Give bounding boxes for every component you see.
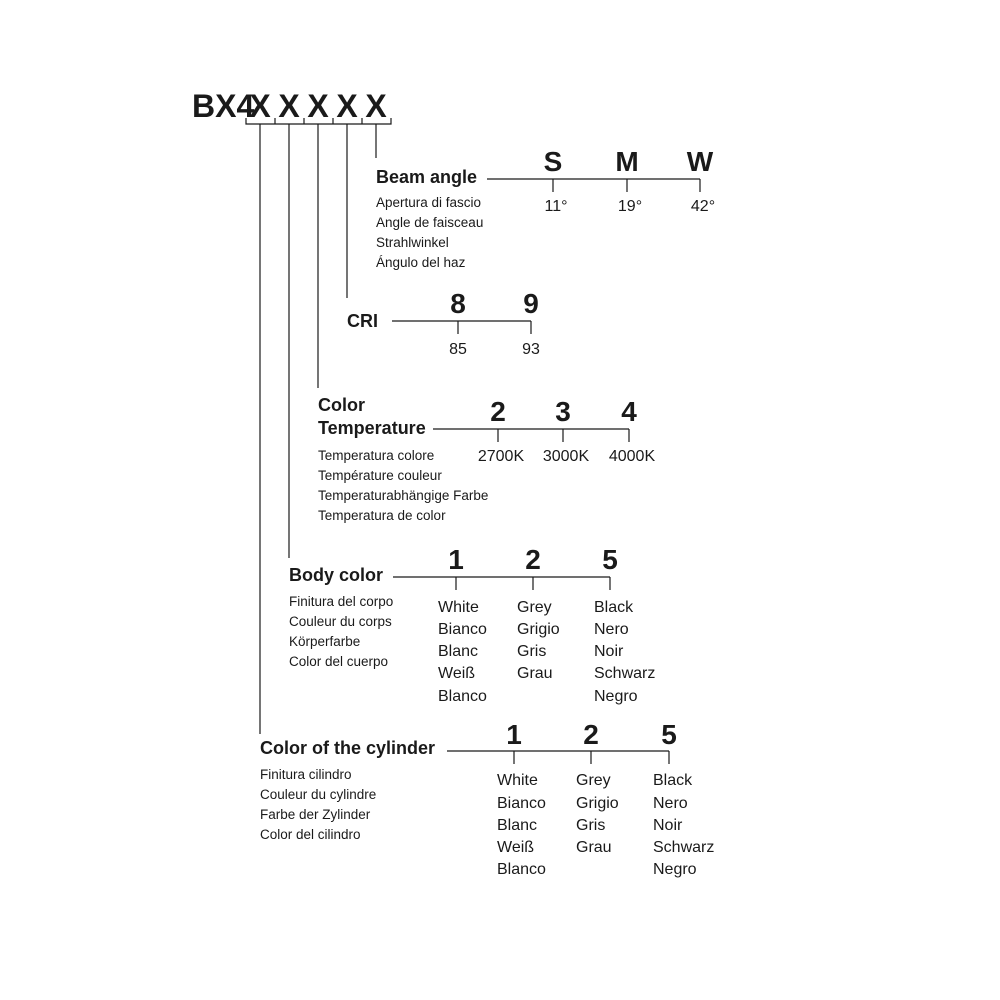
body-option-value: Noir xyxy=(594,643,624,660)
cylinder-color-title: Color of the cylinder xyxy=(260,738,436,758)
cylinder-option-value: Weiß xyxy=(497,839,535,856)
body-option-value: Negro xyxy=(594,688,638,705)
beam-angle-translation: Strahlwinkel xyxy=(376,235,449,250)
cylinder-color-connector xyxy=(447,751,669,764)
cylinder-option-value: Black xyxy=(653,772,693,789)
section-cylinder-color xyxy=(260,719,714,878)
cylinder-option-value: Gris xyxy=(576,817,606,834)
code-slot-body: X xyxy=(278,88,300,124)
code-prefix: BX4 xyxy=(192,88,255,124)
section-color-temperature xyxy=(318,395,655,523)
body-color-translation: Finitura del corpo xyxy=(289,594,394,609)
color-temperature-translation: Temperatura de color xyxy=(318,508,446,523)
colortemp-option-value: 3000K xyxy=(542,448,590,465)
cylinder-color-translation: Color del cilindro xyxy=(260,827,361,842)
beam-angle-translation: Angle de faisceau xyxy=(376,215,484,230)
color-temperature-translation: Température couleur xyxy=(318,468,442,483)
cylinder-option-value: Noir xyxy=(653,817,683,834)
body-option-value: Weiß xyxy=(438,665,476,682)
beam-option-value: 19° xyxy=(617,198,643,215)
cylinder-option-value: Grau xyxy=(576,839,612,856)
cylinder-option-value: Negro xyxy=(653,861,697,878)
colortemp-option-key: 3 xyxy=(555,396,571,427)
cylinder-option-key: 5 xyxy=(661,719,677,750)
body-option-key: 5 xyxy=(602,544,618,575)
colortemp-option-value: 2700K xyxy=(477,448,525,465)
section-body-color xyxy=(289,544,655,705)
cylinder-option-key: 1 xyxy=(506,719,522,750)
cylinder-option-value: Blanc xyxy=(497,817,538,834)
body-option-value: Nero xyxy=(594,621,629,638)
cylinder-option-value: Blanco xyxy=(497,861,546,878)
cri-option-key: 8 xyxy=(450,288,466,319)
colortemp-option-value: 4000K xyxy=(608,448,656,465)
beam-option-key: S xyxy=(543,146,563,177)
beam-angle-translation: Ángulo del haz xyxy=(376,255,466,270)
code-slot-colortemp: X xyxy=(307,88,329,124)
beam-angle-connector xyxy=(487,179,700,192)
body-option-value: Black xyxy=(594,599,634,616)
body-option-value: White xyxy=(438,599,479,616)
color-temperature-title: Temperature xyxy=(318,418,426,438)
body-option-key: 2 xyxy=(525,544,541,575)
body-option-value: Grau xyxy=(517,665,553,682)
body-color-translation: Körperfarbe xyxy=(289,634,361,649)
body-color-connector xyxy=(393,577,610,590)
cri-option-value: 85 xyxy=(449,341,467,358)
cylinder-color-translation: Farbe der Zylinder xyxy=(260,807,371,822)
cylinder-option-value: Grey xyxy=(576,772,611,789)
product-code xyxy=(192,88,391,124)
body-option-value: Bianco xyxy=(438,621,487,638)
color-temperature-connector xyxy=(433,429,629,442)
body-option-key: 1 xyxy=(448,544,464,575)
cylinder-color-translation: Couleur du cylindre xyxy=(260,787,377,802)
cri-option-value: 93 xyxy=(522,341,540,358)
beam-angle-title: Beam angle xyxy=(376,167,478,187)
code-slot-cylinder: X xyxy=(249,88,271,124)
beam-angle-translation: Apertura di fascio xyxy=(376,195,482,210)
beam-option-key: M xyxy=(615,146,639,177)
beam-option-value: 42° xyxy=(690,198,716,215)
body-color-title: Body color xyxy=(289,565,384,585)
body-option-value: Grigio xyxy=(517,621,560,638)
cylinder-option-value: Bianco xyxy=(497,795,546,812)
cylinder-option-value: White xyxy=(497,772,538,789)
body-option-value: Blanc xyxy=(438,643,479,660)
code-slot-cri: X xyxy=(336,88,358,124)
body-option-value: Gris xyxy=(517,643,547,660)
body-color-translation: Couleur du corps xyxy=(289,614,392,629)
beam-option-key: W xyxy=(686,146,714,177)
cri-connector xyxy=(392,321,531,334)
cylinder-option-value: Nero xyxy=(653,795,688,812)
code-slot-beam: X xyxy=(365,88,387,124)
body-option-value: Grey xyxy=(517,599,552,616)
cylinder-color-translation: Finitura cilindro xyxy=(260,767,352,782)
body-option-value: Blanco xyxy=(438,688,487,705)
colortemp-option-key: 2 xyxy=(490,396,506,427)
color-temperature-title: Color xyxy=(318,395,365,415)
section-cri xyxy=(347,288,540,358)
color-temperature-translation: Temperaturabhängige Farbe xyxy=(318,488,489,503)
cylinder-option-value: Schwarz xyxy=(653,839,715,856)
colortemp-option-key: 4 xyxy=(621,396,637,427)
cri-option-key: 9 xyxy=(523,288,539,319)
color-temperature-translation: Temperatura colore xyxy=(318,448,435,463)
body-color-translation: Color del cuerpo xyxy=(289,654,389,669)
cylinder-option-value: Grigio xyxy=(576,795,619,812)
cri-title: CRI xyxy=(347,311,378,331)
cylinder-option-key: 2 xyxy=(583,719,599,750)
beam-option-value: 11° xyxy=(544,198,568,215)
section-beam-angle xyxy=(376,146,715,270)
body-option-value: Schwarz xyxy=(594,665,656,682)
